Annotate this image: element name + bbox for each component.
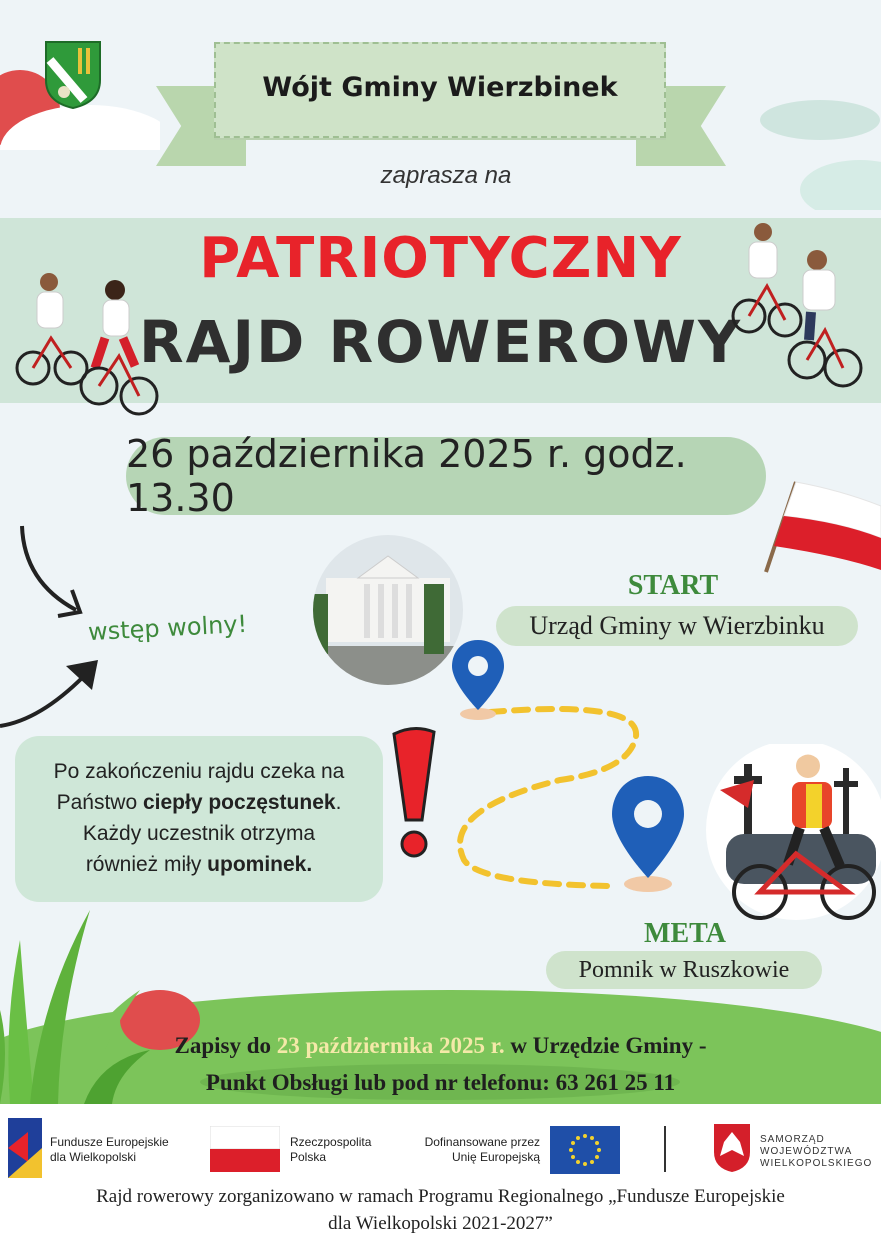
info-line-4 — [25, 849, 373, 880]
arrow-down-icon — [14, 522, 94, 622]
cyclists-illustration-right — [725, 220, 875, 405]
logo-eu-text — [400, 1135, 540, 1165]
start-pin-icon — [450, 638, 510, 722]
finish-pin-icon — [610, 774, 686, 894]
logo-fe-line-2: dla Wielkopolski — [50, 1150, 137, 1164]
ribbon-text: Wójt Gminy Wierzbinek — [262, 72, 618, 103]
title-line-1: PATRIOTYCZNY — [199, 226, 682, 291]
info-box — [15, 736, 383, 902]
exclamation-icon — [388, 724, 440, 860]
info-line-2-bold: ciepły poczęstunek — [142, 791, 336, 814]
monument-cyclist-illustration — [696, 744, 881, 924]
logo-wlkp-line-2: WOJEWÓDZTWA — [760, 1146, 853, 1157]
free-entry-text: wstęp wolny! — [87, 609, 248, 647]
arrow-up-icon — [0, 640, 110, 730]
polish-flag-icon — [760, 476, 881, 576]
start-place: Urząd Gminy w Wierzbinku — [496, 606, 858, 646]
footer-divider — [664, 1126, 666, 1172]
logo-fe-text — [50, 1135, 169, 1165]
signup-line-2: Punkt Obsługi lub pod nr telefonu: 63 261 25 11 — [205, 1070, 676, 1095]
logo-pl-text — [290, 1135, 371, 1165]
info-line-4-bold: upominek. — [207, 853, 313, 876]
finish-label: META — [644, 918, 726, 949]
signup-line-1-a: Zapisy do — [174, 1033, 277, 1058]
info-line-2-end: . — [335, 791, 342, 814]
footer-note-line-1: Rajd rowerowy zorganizowano w ramach Programu Regionalnego „Fundusze Europejskie — [96, 1186, 785, 1207]
info-line-4-text: również miły — [85, 853, 208, 876]
eu-flag-icon — [550, 1126, 620, 1174]
logo-wlkp-line-1: SAMORZĄD — [760, 1134, 825, 1145]
poland-flag-logo-icon — [210, 1126, 280, 1172]
signup-line-1-c: w Urzędzie Gminy - — [504, 1033, 707, 1058]
info-line-2 — [25, 787, 373, 818]
logo-wlkp-line-3: WIELKOPOLSKIEGO — [760, 1158, 873, 1169]
coat-of-arms-icon — [44, 40, 102, 110]
logo-wlkp-text — [760, 1134, 872, 1170]
info-line-2-text: Państwo — [56, 791, 143, 814]
footer-note-line-2: dla Wielkopolski 2021-2027” — [328, 1213, 553, 1234]
start-label: START — [627, 570, 719, 601]
fe-logo-icon — [8, 1118, 42, 1178]
footer-note — [0, 1183, 881, 1237]
signup-line-1 — [0, 1033, 881, 1059]
signup-deadline: 23 października 2025 r. — [276, 1033, 505, 1058]
info-line-1: Po zakończeniu rajdu czeka na — [53, 760, 345, 783]
finish-place: Pomnik w Ruszkowie — [546, 951, 822, 989]
logo-pl-line-1: Rzeczpospolita — [290, 1135, 372, 1149]
logo-fe-line-1: Fundusze Europejskie — [50, 1135, 169, 1149]
event-date-time: 26 października 2025 r. godz. 13.30 — [126, 437, 766, 515]
info-line-3: Każdy uczestnik otrzyma — [82, 822, 316, 845]
title-line-2: RAJD ROWEROWY — [139, 308, 742, 376]
logo-pl-line-2: Polska — [290, 1150, 327, 1164]
logo-eu-line-1: Dofinansowane przez — [424, 1135, 540, 1149]
wielkopolska-eagle-icon — [712, 1122, 752, 1174]
cyclists-illustration-left — [15, 268, 165, 438]
logo-eu-line-2: Unię Europejską — [451, 1150, 540, 1164]
invite-text: zaprasza na — [380, 162, 512, 189]
